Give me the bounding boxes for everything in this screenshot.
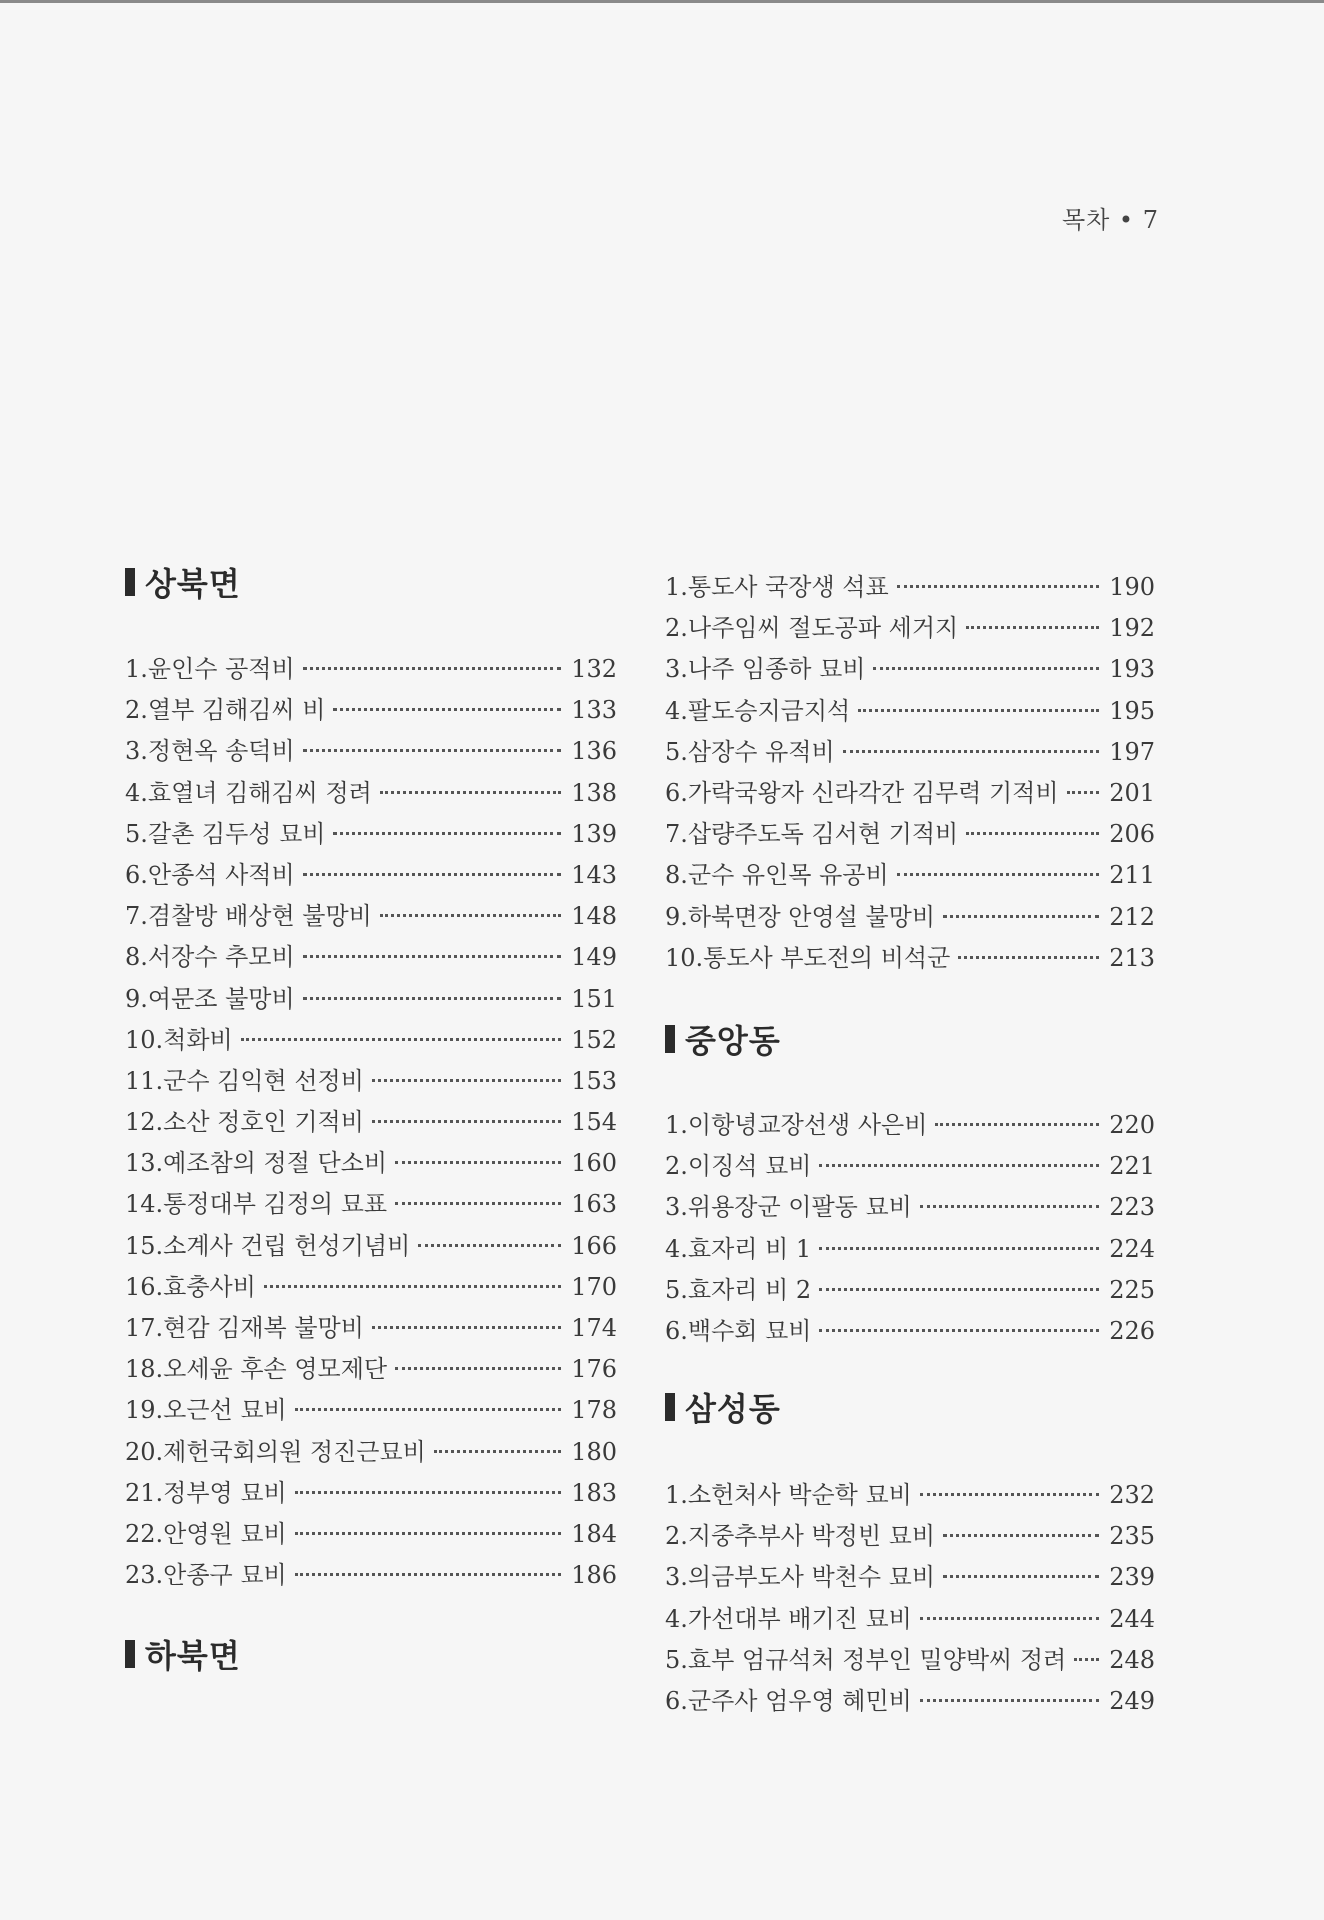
toc-entry-number: 7.	[125, 902, 148, 931]
toc-entry-title: 소계사 건립 헌성기념비	[163, 1231, 411, 1260]
toc-leader-dots	[418, 1244, 561, 1247]
toc-entry-title: 의금부도사 박천수 묘비	[687, 1563, 936, 1592]
toc-entry-page-number: 166	[571, 1231, 617, 1260]
toc-entry[interactable]	[125, 1432, 617, 1473]
toc-entry-title: 이징석 묘비	[687, 1152, 812, 1181]
toc-entry-number: 4.	[665, 696, 688, 725]
toc-entry-page-number: 197	[1109, 737, 1155, 766]
toc-entry-title: 위용장군 이팔동 묘비	[687, 1193, 912, 1222]
toc-entry[interactable]	[125, 1473, 617, 1514]
toc-entry-title: 나주 임종하 묘비	[687, 655, 866, 684]
toc-entry-title: 나주임씨 절도공파 세거지	[687, 614, 959, 643]
toc-leader-dots	[241, 1038, 561, 1041]
toc-entry-page-number: 201	[1109, 778, 1155, 807]
toc-entry[interactable]	[125, 649, 617, 690]
toc-entry-title: 안영원 묘비	[163, 1519, 287, 1548]
toc-entry[interactable]	[125, 937, 617, 978]
toc-leader-dots	[395, 1161, 561, 1164]
toc-entry-number: 15.	[125, 1231, 164, 1260]
toc-entry-page-number: 132	[571, 655, 617, 683]
toc-leader-dots	[303, 955, 562, 958]
heading-marker	[125, 568, 135, 596]
toc-entry-title: 효부 엄규석처 정부인 밀양박씨 정려	[687, 1645, 1067, 1674]
heading-marker	[125, 1640, 135, 1668]
toc-entry[interactable]	[665, 1681, 1155, 1722]
toc-entry-title: 오세윤 후손 영모제단	[163, 1355, 388, 1384]
toc-entry[interactable]	[125, 1061, 617, 1102]
toc-entry[interactable]	[665, 1557, 1155, 1598]
toc-list-jungang	[665, 1105, 1155, 1352]
toc-entry[interactable]	[125, 896, 617, 937]
toc-leader-dots	[264, 1285, 561, 1288]
toc-leader-dots	[819, 1288, 1099, 1291]
toc-leader-dots	[372, 1120, 561, 1123]
toc-entry-page-number: 176	[571, 1355, 617, 1384]
toc-list-sangbuk	[125, 649, 617, 1596]
toc-leader-dots	[1074, 1658, 1099, 1661]
toc-entry-title: 삼장수 유적비	[687, 737, 835, 766]
toc-entry-page-number: 174	[571, 1314, 617, 1342]
toc-leader-dots	[380, 791, 561, 794]
toc-leader-dots	[819, 1164, 1099, 1167]
toc-entry[interactable]	[125, 773, 617, 814]
toc-entry[interactable]	[125, 1143, 617, 1184]
toc-entry[interactable]	[125, 1226, 617, 1267]
toc-entry[interactable]	[125, 1020, 617, 1061]
toc-entry-number: 19.	[125, 1396, 164, 1425]
toc-entry-number: 3.	[665, 1563, 688, 1592]
toc-entry-title: 열부 김해김씨 비	[147, 696, 326, 725]
toc-entry-page-number: 178	[571, 1396, 617, 1425]
toc-entry-number: 2.	[665, 1152, 688, 1181]
toc-entry-page-number: 183	[571, 1478, 617, 1507]
toc-entry-title: 소산 정호인 기적비	[163, 1108, 364, 1137]
toc-entry-page-number: 160	[571, 1149, 617, 1178]
toc-leader-dots	[920, 1205, 1099, 1208]
toc-entry-page-number: 148	[571, 902, 617, 931]
toc-entry-number: 4.	[125, 778, 148, 807]
toc-entry[interactable]	[125, 1102, 617, 1143]
section-title: 삼성동	[685, 1390, 781, 1428]
toc-entry[interactable]	[665, 855, 1155, 896]
toc-entry-number: 8.	[665, 861, 688, 890]
toc-entry-page-number: 149	[571, 943, 617, 972]
toc-entry-title: 서장수 추모비	[147, 943, 295, 972]
toc-entry[interactable]	[125, 1390, 617, 1431]
toc-entry[interactable]	[665, 732, 1155, 773]
toc-entry-page-number: 226	[1109, 1316, 1155, 1345]
toc-entry-number: 9.	[665, 902, 688, 931]
toc-entry-page-number: 232	[1109, 1481, 1155, 1509]
toc-entry[interactable]	[665, 1105, 1155, 1146]
toc-entry[interactable]	[125, 1514, 617, 1555]
toc-entry[interactable]	[125, 731, 617, 772]
toc-leader-dots	[966, 832, 1099, 835]
toc-entry-page-number: 153	[571, 1066, 617, 1095]
toc-entry-page-number: 211	[1109, 861, 1155, 890]
toc-entry-title: 효충사비	[163, 1272, 256, 1301]
toc-entry-number: 21.	[125, 1478, 164, 1507]
toc-leader-dots	[966, 626, 1099, 629]
toc-entry-title: 현감 김재복 불망비	[163, 1314, 364, 1342]
toc-entry-number: 12.	[125, 1108, 164, 1137]
toc-entry-page-number: 235	[1109, 1522, 1155, 1551]
toc-entry-page-number: 221	[1109, 1152, 1155, 1181]
toc-entry[interactable]	[665, 649, 1155, 690]
toc-entry-page-number: 138	[571, 778, 617, 807]
toc-entry-title: 통정대부 김정의 묘표	[163, 1190, 388, 1219]
toc-entry-page-number: 212	[1109, 902, 1155, 931]
toc-entry-page-number: 133	[571, 696, 617, 725]
toc-entry[interactable]	[665, 897, 1155, 938]
page-top-edge	[0, 0, 1324, 3]
toc-entry-number: 18.	[125, 1355, 164, 1384]
toc-entry-title: 가선대부 배기진 묘비	[687, 1604, 912, 1633]
toc-entry[interactable]	[665, 567, 1155, 608]
toc-entry-number: 9.	[125, 984, 148, 1013]
toc-leader-dots	[434, 1450, 561, 1453]
toc-entry-page-number: 213	[1109, 943, 1155, 972]
toc-entry[interactable]	[665, 814, 1155, 855]
toc-leader-dots	[819, 1329, 1099, 1332]
toc-entry[interactable]	[125, 1308, 617, 1349]
toc-entry-page-number: 154	[571, 1108, 617, 1137]
toc-leader-dots	[333, 832, 561, 835]
toc-entry-title: 백수회 묘비	[687, 1316, 812, 1345]
toc-entry[interactable]	[665, 1475, 1155, 1516]
toc-entry-page-number: 220	[1109, 1111, 1155, 1139]
toc-entry-page-number: 193	[1109, 655, 1155, 684]
toc-leader-dots	[303, 749, 562, 752]
toc-entry[interactable]	[125, 814, 617, 855]
toc-entry-page-number: 180	[571, 1437, 617, 1466]
toc-leader-dots	[819, 1247, 1099, 1250]
toc-leader-dots	[303, 997, 562, 1000]
toc-entry-number: 5.	[665, 1275, 688, 1304]
toc-leader-dots	[1067, 791, 1100, 794]
toc-entry-page-number: 249	[1109, 1686, 1155, 1715]
toc-leader-dots	[303, 873, 562, 876]
toc-entry-page-number: 184	[571, 1519, 617, 1548]
section-heading-sangbuk	[125, 560, 241, 604]
section-heading-habuk	[125, 1632, 241, 1676]
toc-entry-number: 6.	[665, 778, 688, 807]
toc-leader-dots	[920, 1493, 1099, 1496]
toc-entry-number: 6.	[665, 1686, 688, 1715]
toc-leader-dots	[897, 585, 1100, 588]
toc-entry-number: 2.	[665, 614, 688, 643]
toc-entry-page-number: 224	[1109, 1234, 1155, 1263]
toc-leader-dots	[395, 1202, 561, 1205]
section-heading-samseong	[665, 1385, 781, 1429]
toc-entry-page-number: 136	[571, 737, 617, 766]
section-title: 상북면	[145, 565, 241, 603]
toc-leader-dots	[372, 1326, 561, 1329]
toc-entry-number: 6.	[665, 1316, 688, 1345]
toc-entry[interactable]	[665, 773, 1155, 814]
toc-leader-dots	[333, 708, 561, 711]
toc-entry-title: 정현옥 송덕비	[147, 737, 295, 766]
toc-entry-number: 16.	[125, 1272, 164, 1301]
toc-leader-dots	[943, 1534, 1099, 1537]
toc-entry-page-number: 151	[571, 984, 617, 1013]
toc-entry[interactable]	[125, 690, 617, 731]
toc-leader-dots	[303, 667, 562, 670]
toc-entry[interactable]	[665, 1311, 1155, 1352]
toc-entry-page-number: 239	[1109, 1563, 1155, 1592]
toc-entry[interactable]	[665, 1229, 1155, 1270]
toc-entry-number: 3.	[125, 737, 148, 766]
toc-entry-number: 6.	[125, 860, 148, 889]
toc-entry-page-number: 248	[1109, 1645, 1155, 1674]
toc-entry-title: 가락국왕자 신라각간 김무력 기적비	[687, 778, 1059, 807]
toc-entry[interactable]	[665, 691, 1155, 732]
toc-leader-dots	[843, 750, 1100, 753]
toc-list-habuk-continued	[665, 567, 1155, 979]
toc-entry-title: 소헌처사 박순학 묘비	[687, 1481, 912, 1509]
toc-entry-number: 3.	[665, 655, 688, 684]
toc-entry-number: 22.	[125, 1519, 164, 1548]
toc-leader-dots	[295, 1408, 561, 1411]
toc-entry-page-number: 195	[1109, 696, 1155, 725]
toc-entry[interactable]	[125, 1349, 617, 1390]
toc-entry-title: 이항녕교장선생 사은비	[687, 1111, 928, 1139]
toc-leader-dots	[858, 709, 1099, 712]
toc-entry-page-number: 192	[1109, 614, 1155, 643]
toc-entry-title: 윤인수 공적비	[147, 655, 295, 683]
toc-entry[interactable]	[665, 608, 1155, 649]
toc-entry[interactable]	[125, 1555, 617, 1596]
toc-entry-number: 5.	[665, 1645, 688, 1674]
toc-entry-page-number: 244	[1109, 1604, 1155, 1633]
toc-entry-title: 여문조 불망비	[147, 984, 295, 1013]
toc-leader-dots	[372, 1079, 561, 1082]
toc-entry-title: 삽량주도독 김서현 기적비	[687, 820, 959, 849]
toc-entry-title: 하북면장 안영설 불망비	[687, 902, 936, 931]
toc-leader-dots	[897, 873, 1100, 876]
toc-entry-title: 효자리 비 2	[687, 1275, 812, 1304]
section-heading-jungang	[665, 1017, 781, 1061]
toc-entry-number: 1.	[665, 1111, 688, 1139]
toc-entry-number: 7.	[665, 820, 688, 849]
toc-leader-dots	[958, 956, 1099, 959]
toc-entry-title: 효열녀 김해김씨 정려	[147, 778, 372, 807]
toc-entry-title: 정부영 묘비	[163, 1478, 287, 1507]
toc-entry[interactable]	[665, 1516, 1155, 1557]
toc-entry-number: 1.	[665, 573, 688, 601]
toc-leader-dots	[943, 1575, 1099, 1578]
toc-entry-title: 제헌국회의원 정진근묘비	[163, 1437, 426, 1466]
toc-entry[interactable]	[665, 938, 1155, 979]
toc-entry[interactable]	[665, 1270, 1155, 1311]
toc-entry-number: 10.	[665, 943, 704, 972]
toc-entry[interactable]	[665, 1146, 1155, 1187]
toc-entry[interactable]	[125, 1267, 617, 1308]
toc-entry-number: 23.	[125, 1561, 164, 1590]
section-title: 중앙동	[685, 1022, 781, 1060]
toc-entry-title: 안종구 묘비	[163, 1561, 287, 1590]
toc-entry-number: 13.	[125, 1149, 164, 1178]
toc-entry-title: 군수 김익현 선정비	[163, 1066, 364, 1095]
toc-leader-dots	[295, 1573, 561, 1576]
toc-entry-title: 안종석 사적비	[147, 860, 295, 889]
heading-marker	[665, 1025, 675, 1053]
toc-entry[interactable]	[125, 1184, 617, 1225]
toc-entry-number: 5.	[125, 819, 148, 848]
toc-leader-dots	[943, 915, 1099, 918]
toc-entry-number: 2.	[665, 1522, 688, 1551]
toc-entry[interactable]	[665, 1599, 1155, 1640]
toc-leader-dots	[295, 1491, 561, 1494]
toc-entry-title: 효자리 비 1	[687, 1234, 812, 1263]
toc-entry-number: 17.	[125, 1314, 164, 1342]
toc-entry-title: 군주사 엄우영 혜민비	[687, 1686, 912, 1715]
toc-entry[interactable]	[665, 1187, 1155, 1228]
toc-entry-page-number: 206	[1109, 820, 1155, 849]
toc-entry-page-number: 139	[571, 819, 617, 848]
toc-entry-title: 오근선 묘비	[163, 1396, 287, 1425]
toc-entry-number: 14.	[125, 1190, 164, 1219]
toc-entry-title: 예조참의 정절 단소비	[163, 1149, 388, 1178]
toc-entry-number: 4.	[665, 1234, 688, 1263]
toc-entry-title: 군수 유인목 유공비	[687, 861, 889, 890]
toc-entry-title: 팔도승지금지석	[687, 696, 851, 725]
toc-leader-dots	[295, 1532, 561, 1535]
toc-entry-page-number: 163	[571, 1190, 617, 1219]
section-title: 하북면	[145, 1637, 241, 1675]
toc-entry-page-number: 225	[1109, 1275, 1155, 1304]
toc-entry[interactable]	[125, 979, 617, 1020]
toc-entry-number: 2.	[125, 696, 148, 725]
toc-entry-number: 20.	[125, 1437, 164, 1466]
toc-entry-title: 통도사 국장생 석표	[687, 573, 889, 601]
toc-entry-page-number: 186	[571, 1561, 617, 1590]
toc-entry-page-number: 152	[571, 1025, 617, 1054]
toc-entry-number: 4.	[665, 1604, 688, 1633]
toc-list-samseong	[665, 1475, 1155, 1722]
toc-leader-dots	[395, 1367, 561, 1370]
toc-leader-dots	[935, 1123, 1099, 1126]
toc-entry-title: 겸찰방 배상현 불망비	[147, 902, 372, 931]
toc-entry-number: 1.	[125, 655, 148, 683]
running-header: 목차 • 7	[1061, 206, 1159, 234]
toc-entry-page-number: 143	[571, 860, 617, 889]
toc-entry-title: 지중추부사 박정빈 묘비	[687, 1522, 936, 1551]
toc-entry-page-number: 190	[1109, 573, 1155, 601]
toc-entry-page-number: 170	[571, 1272, 617, 1301]
toc-entry-number: 5.	[665, 737, 688, 766]
toc-entry-number: 8.	[125, 943, 148, 972]
toc-entry-number: 11.	[125, 1066, 164, 1095]
toc-entry-number: 1.	[665, 1481, 688, 1509]
toc-leader-dots	[873, 667, 1099, 670]
toc-entry-number: 3.	[665, 1193, 688, 1222]
toc-leader-dots	[920, 1617, 1099, 1620]
toc-entry[interactable]	[665, 1640, 1155, 1681]
toc-leader-dots	[380, 914, 561, 917]
toc-entry-title: 척화비	[163, 1025, 233, 1054]
toc-leader-dots	[920, 1699, 1099, 1702]
toc-entry-page-number: 223	[1109, 1193, 1155, 1222]
toc-entry[interactable]	[125, 855, 617, 896]
toc-entry-title: 갈촌 김두성 묘비	[147, 819, 326, 848]
heading-marker	[665, 1393, 675, 1421]
toc-entry-number: 10.	[125, 1025, 164, 1054]
toc-entry-title: 통도사 부도전의 비석군	[703, 943, 951, 972]
